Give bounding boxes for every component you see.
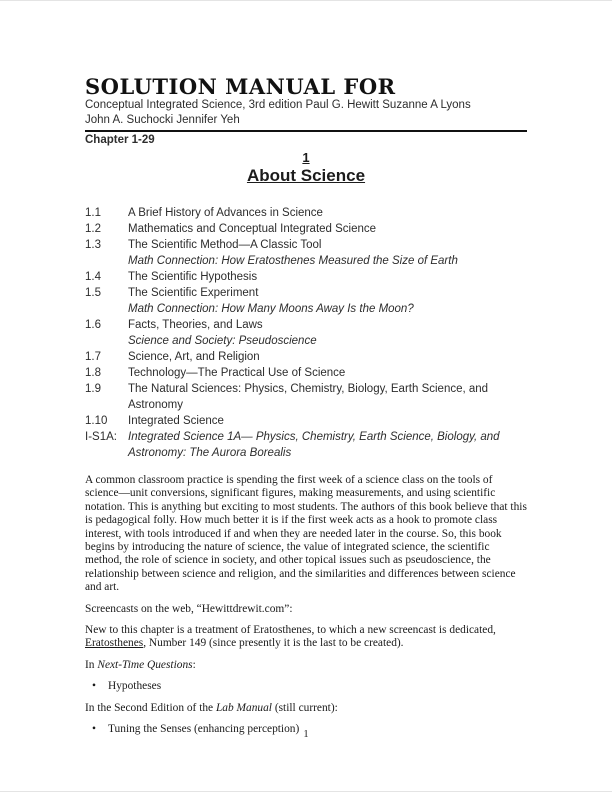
chapter-number: 1 <box>302 150 310 165</box>
toc-section-title: The Scientific Experiment <box>128 287 259 299</box>
toc-row <box>85 237 527 253</box>
table-of-contents <box>85 205 527 461</box>
toc-science-society-title: Science and Society: Pseudoscience <box>128 335 317 347</box>
toc-section-number: 1.10 <box>85 415 108 427</box>
chapter-range-label: Chapter 1-29 <box>85 134 155 146</box>
body-text <box>85 474 527 737</box>
toc-section-title: Technology—The Practical Use of Science <box>128 367 346 379</box>
toc-section-number: 1.2 <box>85 223 101 235</box>
bullet-icon: • <box>92 680 96 693</box>
toc-section-title: The Scientific Hypothesis <box>128 271 258 283</box>
underlined-text: Eratosthenes <box>85 637 144 650</box>
toc-section-title: Integrated Science <box>128 415 224 427</box>
book-title-authors-line: Conceptual Integrated Science, 3rd edition Paul G. Hewitt Suzanne A Lyons <box>85 99 471 111</box>
text-run: : <box>192 658 196 671</box>
toc-math-connection-title: Math Connection: How Eratosthenes Measured the Size of Earth <box>128 255 458 267</box>
toc-section-title: Facts, Theories, and Laws <box>128 319 263 331</box>
document-title: SOLUTION MANUAL FOR <box>85 74 396 99</box>
header-divider <box>85 130 527 132</box>
toc-section-number <box>85 253 128 269</box>
text-run: In the Second Edition of the <box>85 701 216 714</box>
toc-row <box>85 205 527 221</box>
text-run: , Number 149 (since presently it is the last to be created). <box>143 637 404 650</box>
page-number: 1 <box>303 729 309 740</box>
text-run: (still current): <box>271 701 338 714</box>
toc-section-number <box>85 301 128 317</box>
toc-math-connection-title: Math Connection: How Many Moons Away Is the Moon? <box>128 303 414 315</box>
toc-row <box>85 333 527 349</box>
toc-row <box>85 269 527 285</box>
toc-row <box>85 381 527 413</box>
toc-row <box>85 285 527 301</box>
paragraph-eratosthenes <box>85 624 527 651</box>
bullet-icon: • <box>92 723 96 736</box>
paragraph-lab-manual <box>85 702 527 715</box>
toc-section-number: 1.7 <box>85 351 101 363</box>
toc-row <box>85 349 527 365</box>
toc-row <box>85 301 527 317</box>
toc-section-number: 1.6 <box>85 319 101 331</box>
toc-section-number: 1.9 <box>85 383 101 395</box>
page-top-edge <box>0 0 612 1</box>
toc-section-number: 1.4 <box>85 271 101 283</box>
bullet-text: Hypotheses <box>108 680 162 693</box>
toc-row <box>85 317 527 333</box>
page-content <box>85 76 527 745</box>
paragraph-screencasts: Screencasts on the web, “Hewittdrewit.com”: <box>85 602 293 615</box>
book-authors-line2: John A. Suchocki Jennifer Yeh <box>85 113 240 126</box>
toc-section-title: A Brief History of Advances in Science <box>128 207 323 219</box>
document-header <box>85 76 527 146</box>
italic-text: Lab Manual <box>215 701 272 714</box>
toc-section-number <box>85 333 128 349</box>
toc-row <box>85 429 527 461</box>
toc-section-number: 1.1 <box>85 207 101 219</box>
toc-row <box>85 365 527 381</box>
toc-section-number: 1.5 <box>85 287 101 299</box>
text-run: In <box>85 658 98 671</box>
chapter-heading <box>85 150 527 186</box>
bullet-text: Tuning the Senses (enhancing perception) <box>108 723 300 736</box>
toc-row <box>85 253 527 269</box>
toc-section-title: The Scientific Method—A Classic Tool <box>128 239 322 251</box>
toc-section-number: 1.3 <box>85 239 101 251</box>
toc-section-number: 1.8 <box>85 367 101 379</box>
text-run: New to this chapter is a treatment of Eratosthenes, to which a new screencast is dedicated, <box>85 624 496 637</box>
toc-section-title: Mathematics and Conceptual Integrated Science <box>128 223 377 235</box>
italic-text: Next-Time Questions <box>97 658 193 671</box>
toc-row <box>85 221 527 237</box>
toc-integrated-science-title: Integrated Science 1A— Physics, Chemistry, Earth Science, Biology, and Astronomy: The Aurora Borealis <box>128 431 500 459</box>
toc-row <box>85 413 527 429</box>
toc-section-title: Science, Art, and Religion <box>128 351 260 363</box>
paragraph-next-time-questions <box>85 659 527 672</box>
bullet-item-hypotheses <box>85 680 527 693</box>
chapter-title: About Science <box>246 166 366 185</box>
toc-section-title: The Natural Sciences: Physics, Chemistry, Biology, Earth Science, and Astronomy <box>128 383 489 411</box>
toc-section-number: I-S1A: <box>85 431 117 443</box>
paragraph-intro: A common classroom practice is spending the first week of a science class on the tools of science—unit conversions, significant figures, making measurements, and using scientific notation. This is anything but exciting to most students. The authors of this book believe that this is pedagogical folly. How much better it is if the first week acts as a hook to promote class interest, with tools introduced if and when they are needed later in the course. So, this book begins by introducing the nature of science, the value of integrated science, the scientific method, the role of science in society, and other topical issues such as pseudoscience, the relationship between science and religion, and the similarities and differences between science and art. <box>85 474 527 594</box>
